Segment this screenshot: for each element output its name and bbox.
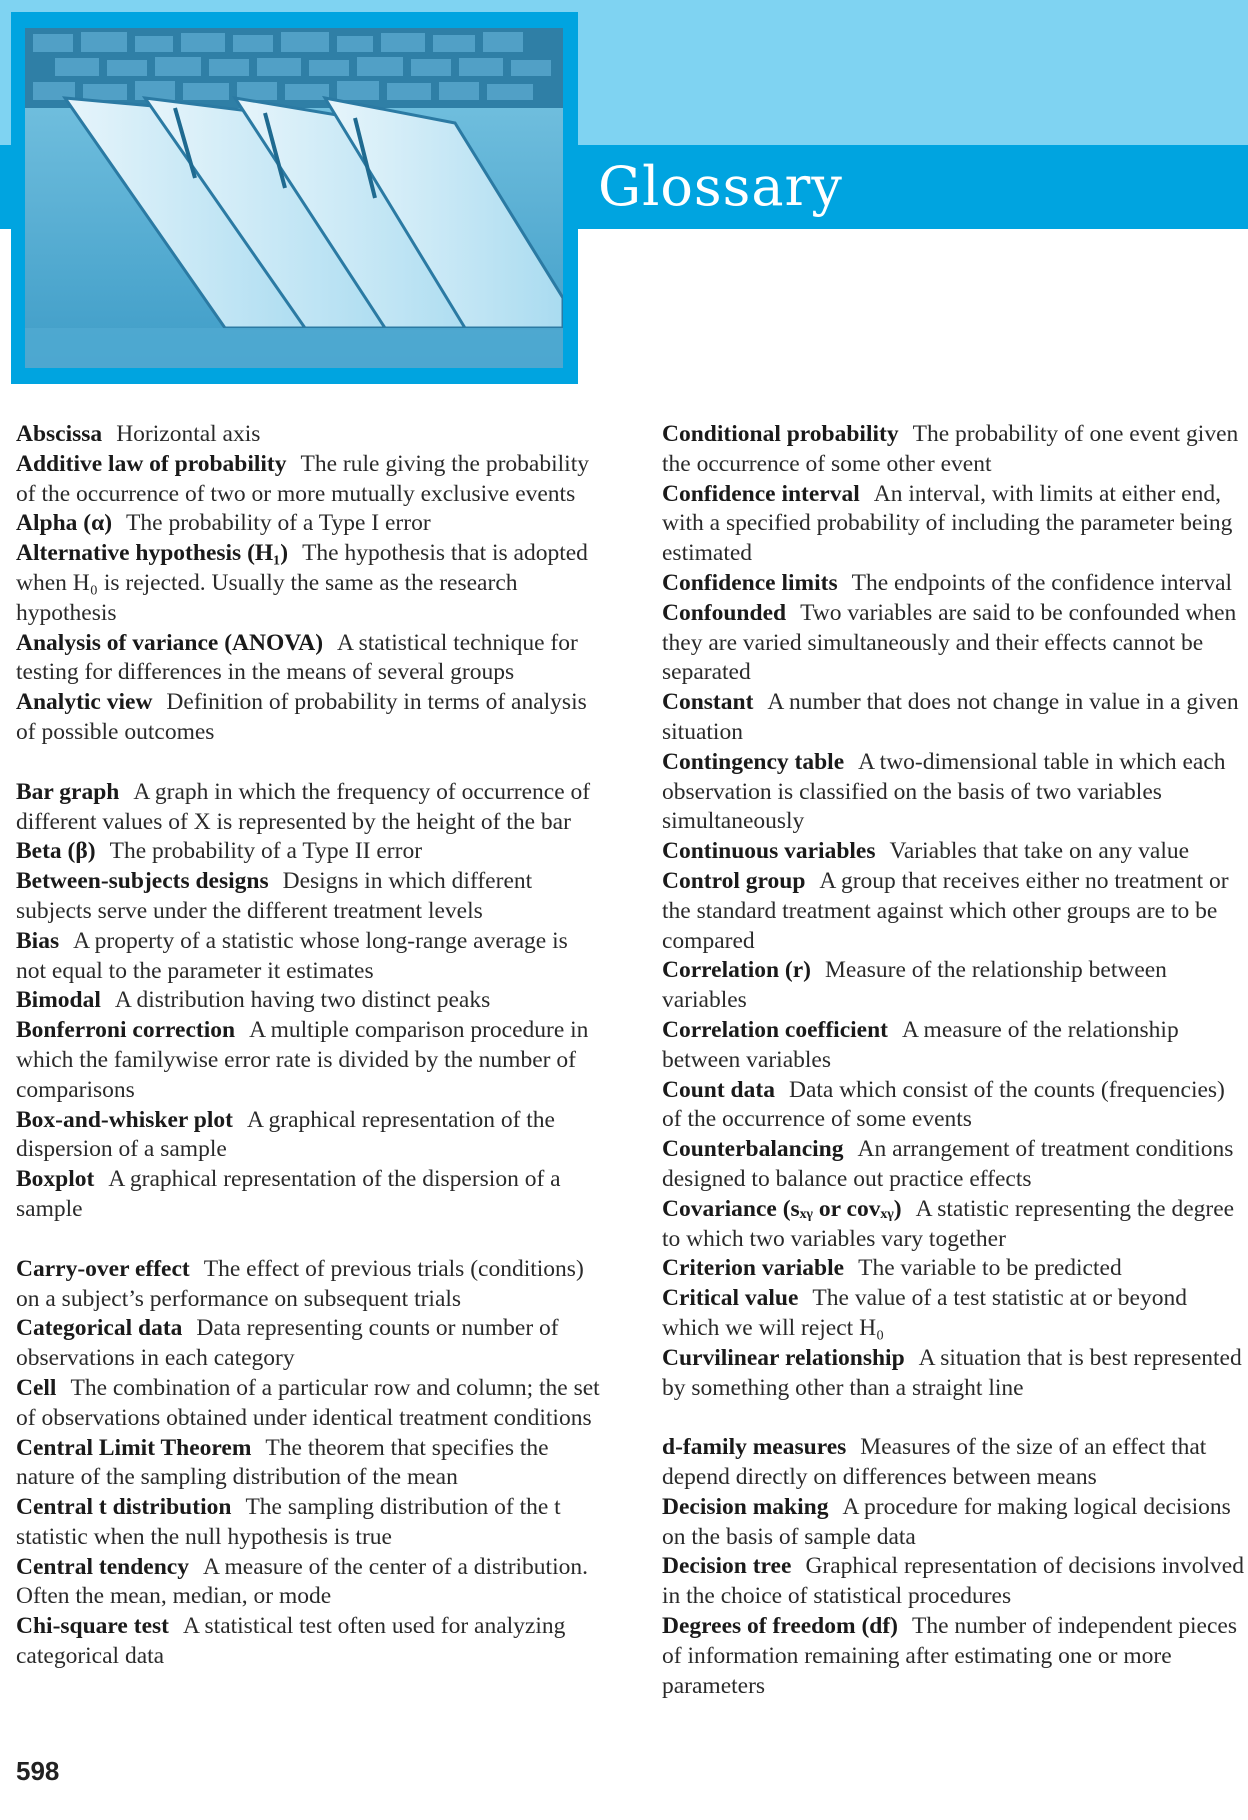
glossary-entry <box>662 748 1247 837</box>
glossary-term: Boxplot <box>16 1166 95 1193</box>
glossary-entry <box>16 688 601 748</box>
glossary-entry <box>662 1284 1247 1344</box>
glossary-definition: A group that receives either no treatment or the standard treatment against which other groups are to be compared <box>662 867 1229 954</box>
glossary-entry <box>662 837 1247 867</box>
glossary-term: Correlation (r) <box>662 957 811 984</box>
header-photo-frame <box>11 12 578 384</box>
glossary-definition: The hypothesis that is adopted when H₀ is rejected. Usually the same as the research hypothesis <box>16 540 588 626</box>
glossary-entry <box>662 569 1247 599</box>
glossary-definition: Measures of the size of an effect that depend directly on differences between means <box>662 1434 1207 1491</box>
glossary-term: Bimodal <box>16 987 101 1014</box>
glossary-definition: Data representing counts or number of observations in each category <box>16 1315 559 1372</box>
glossary-entry <box>662 1612 1247 1701</box>
glossary-definition: The sampling distribution of the t statistic when the null hypothesis is true <box>16 1494 561 1550</box>
glossary-definition: An arrangement of treatment conditions designed to balance out practice effects <box>662 1136 1234 1192</box>
glossary-term: Counterbalancing <box>662 1136 844 1163</box>
glossary-entry <box>16 450 601 510</box>
glossary-term: Alpha (α) <box>16 510 113 537</box>
glossary-entry <box>662 420 1247 480</box>
glossary-term: Count data <box>662 1076 775 1103</box>
glossary-entry <box>662 1016 1247 1076</box>
glossary-term: Analysis of variance (ANOVA) <box>16 629 324 656</box>
glossary-entry <box>662 1076 1247 1136</box>
glossary-definition: Horizontal axis <box>116 421 261 447</box>
glossary-definition: A measure of the center of a distribution. Often the mean, median, or mode <box>16 1553 588 1610</box>
glossary-entry <box>662 1433 1247 1493</box>
glossary-definition: A statistical test often used for analyzing categorical data <box>16 1613 566 1670</box>
glossary-entry <box>16 1374 601 1434</box>
glossary-definition: A measure of the relationship between variables <box>662 1016 1179 1073</box>
glossary-term: Decision making <box>662 1493 829 1520</box>
glossary-definition: A two-dimensional table in which each observation is classified on the basis of two variables simultaneously <box>662 748 1226 835</box>
glossary-term: d-family measures <box>662 1434 847 1461</box>
glossary-term: Categorical data <box>16 1315 183 1342</box>
glossary-definition: The probability of a Type II error <box>109 838 423 865</box>
glossary-definition: The probability of a Type I error <box>126 510 431 537</box>
glossary-entry <box>662 867 1247 956</box>
glossary-term: Central Limit Theorem <box>16 1434 252 1461</box>
glossary-term: Critical value <box>662 1285 799 1312</box>
glossary-term: Contingency table <box>662 748 845 775</box>
glossary-entry <box>16 629 601 689</box>
glossary-term: Additive law of probability <box>16 450 287 477</box>
glossary-term: Covariance (sₓᵧ or covₓᵧ) <box>662 1195 902 1222</box>
glossary-term: Alternative hypothesis (H₁) <box>16 540 289 567</box>
glossary-entry <box>662 956 1247 1016</box>
glossary-term: Decision tree <box>662 1553 792 1580</box>
glossary-column-right <box>662 420 1247 1701</box>
glossary-term: Criterion variable <box>662 1255 845 1282</box>
glossary-definition: A graphical representation of the dispersion of a sample <box>16 1106 555 1163</box>
glossary-definition: A number that does not change in value in a given situation <box>662 689 1239 745</box>
glossary-definition: A property of a statistic whose long-range average is not equal to the parameter it estimates <box>16 927 568 984</box>
glossary-entry <box>662 1195 1247 1255</box>
glossary-term: Control group <box>662 867 806 894</box>
glossary-entry <box>16 867 601 927</box>
glossary-entry <box>662 1344 1247 1404</box>
glossary-definition: The number of independent pieces of information remaining after estimating one or more parameters <box>662 1613 1237 1699</box>
glossary-entry <box>16 986 601 1016</box>
glossary-entry <box>662 688 1247 748</box>
glossary-term: Continuous variables <box>662 838 876 865</box>
glossary-definition: Two variables are said to be confounded when they are varied simultaneously and their effects cannot be separated <box>662 599 1237 686</box>
glossary-term: Beta (β) <box>16 838 96 865</box>
glossary-definition: The endpoints of the confidence interval <box>851 569 1233 596</box>
glossary-entry <box>16 509 601 539</box>
glossary-term: Constant <box>662 689 754 716</box>
glossary-entry <box>662 1254 1247 1284</box>
glossary-entry <box>16 1255 601 1315</box>
glossary-definition: Data which consist of the counts (frequencies) of the occurrence of some events <box>662 1076 1225 1133</box>
glossary-definition: The rule giving the probability of the occurrence of two or more mutually exclusive events <box>16 450 589 507</box>
glossary-definition: The combination of a particular row and column; the set of observations obtained under identical treatment conditions <box>16 1374 600 1431</box>
glossary-entry <box>16 1314 601 1374</box>
glossary-definition: A graphical representation of the dispersion of a sample <box>16 1166 561 1222</box>
glossary-entry <box>16 1016 601 1105</box>
glossary-definition: Graphical representation of decisions involved in the choice of statistical procedures <box>662 1553 1244 1610</box>
glossary-definition: Measure of the relationship between variables <box>662 957 1167 1014</box>
glossary-entry <box>16 927 601 987</box>
glossary-term: Confidence limits <box>662 569 838 596</box>
glossary-term: Central tendency <box>16 1553 189 1580</box>
glossary-entry <box>16 539 601 628</box>
glossary-definition: The value of a test statistic at or beyond which we will reject H₀ <box>662 1285 1187 1341</box>
glossary-term: Curvilinear relationship <box>662 1344 905 1371</box>
glossary-entry <box>662 480 1247 569</box>
glossary-definition: A distribution having two distinct peaks <box>114 987 491 1014</box>
glossary-entry <box>16 1106 601 1166</box>
glossary-term: Analytic view <box>16 689 153 716</box>
glossary-definition: An interval, with limits at either end, with a specified probability of including the parameter being estimated <box>662 480 1233 567</box>
glossary-definition: The probability of one event given the occurrence of some other event <box>662 421 1239 477</box>
glossary-entry <box>16 1165 601 1225</box>
glossary-entry <box>662 1135 1247 1195</box>
glossary-term: Carry-over effect <box>16 1255 190 1282</box>
glossary-entry <box>662 1552 1247 1612</box>
glossary-definition: A multiple comparison procedure in which the familywise error rate is divided by the number of comparisons <box>16 1017 589 1103</box>
glossary-entry <box>16 778 601 838</box>
glossary-definition: A statistical technique for testing for differences in the means of several groups <box>16 629 578 686</box>
glossary-term: Confidence interval <box>662 480 860 507</box>
glossary-entry <box>16 837 601 867</box>
glossary-entry <box>16 1553 601 1613</box>
glossary-term: Abscissa <box>16 421 103 447</box>
glossary-term: Cell <box>16 1374 57 1401</box>
page-number: 598 <box>16 1756 60 1786</box>
glossary-entry <box>16 1493 601 1553</box>
glossary-definition: A situation that is best represented by something other than a straight line <box>662 1344 1242 1401</box>
glossary-definition: A statistic representing the degree to which two variables vary together <box>662 1195 1235 1252</box>
glossary-definition: Definition of probability in terms of analysis of possible outcomes <box>16 689 587 745</box>
glossary-term: Correlation coefficient <box>662 1016 888 1043</box>
glossary-definition: The effect of previous trials (conditions) on a subject’s performance on subsequent trials <box>16 1255 584 1312</box>
glossary-term: Degrees of freedom (df) <box>662 1613 898 1640</box>
glossary-term: Bonferroni correction <box>16 1017 236 1044</box>
glossary-definition: Variables that take on any value <box>889 838 1190 865</box>
page-title: Glossary <box>598 155 843 218</box>
glossary-term: Conditional probability <box>662 421 899 447</box>
glossary-term: Bias <box>16 927 60 954</box>
glossary-entry <box>16 1434 601 1494</box>
glossary-definition: Designs in which different subjects serve under the different treatment levels <box>16 868 533 924</box>
boats-photo <box>25 28 563 368</box>
glossary-column-left <box>16 420 601 1672</box>
glossary-entry <box>662 599 1247 688</box>
glossary-definition: A graph in which the frequency of occurrence of different values of X is represented by the height of the bar <box>16 778 591 835</box>
glossary-term: Central t distribution <box>16 1494 232 1521</box>
glossary-term: Bar graph <box>16 778 120 805</box>
glossary-term: Confounded <box>662 599 787 626</box>
glossary-definition: The variable to be predicted <box>858 1255 1122 1282</box>
glossary-entry <box>16 1612 601 1672</box>
glossary-entry <box>16 420 601 450</box>
glossary-term: Box-and-whisker plot <box>16 1106 233 1133</box>
glossary-term: Chi-square test <box>16 1613 169 1640</box>
glossary-definition: A procedure for making logical decisions on the basis of sample data <box>662 1493 1231 1550</box>
glossary-definition: The theorem that specifies the nature of the sampling distribution of the mean <box>16 1434 549 1491</box>
glossary-entry <box>662 1493 1247 1553</box>
glossary-term: Between-subjects designs <box>16 868 269 895</box>
